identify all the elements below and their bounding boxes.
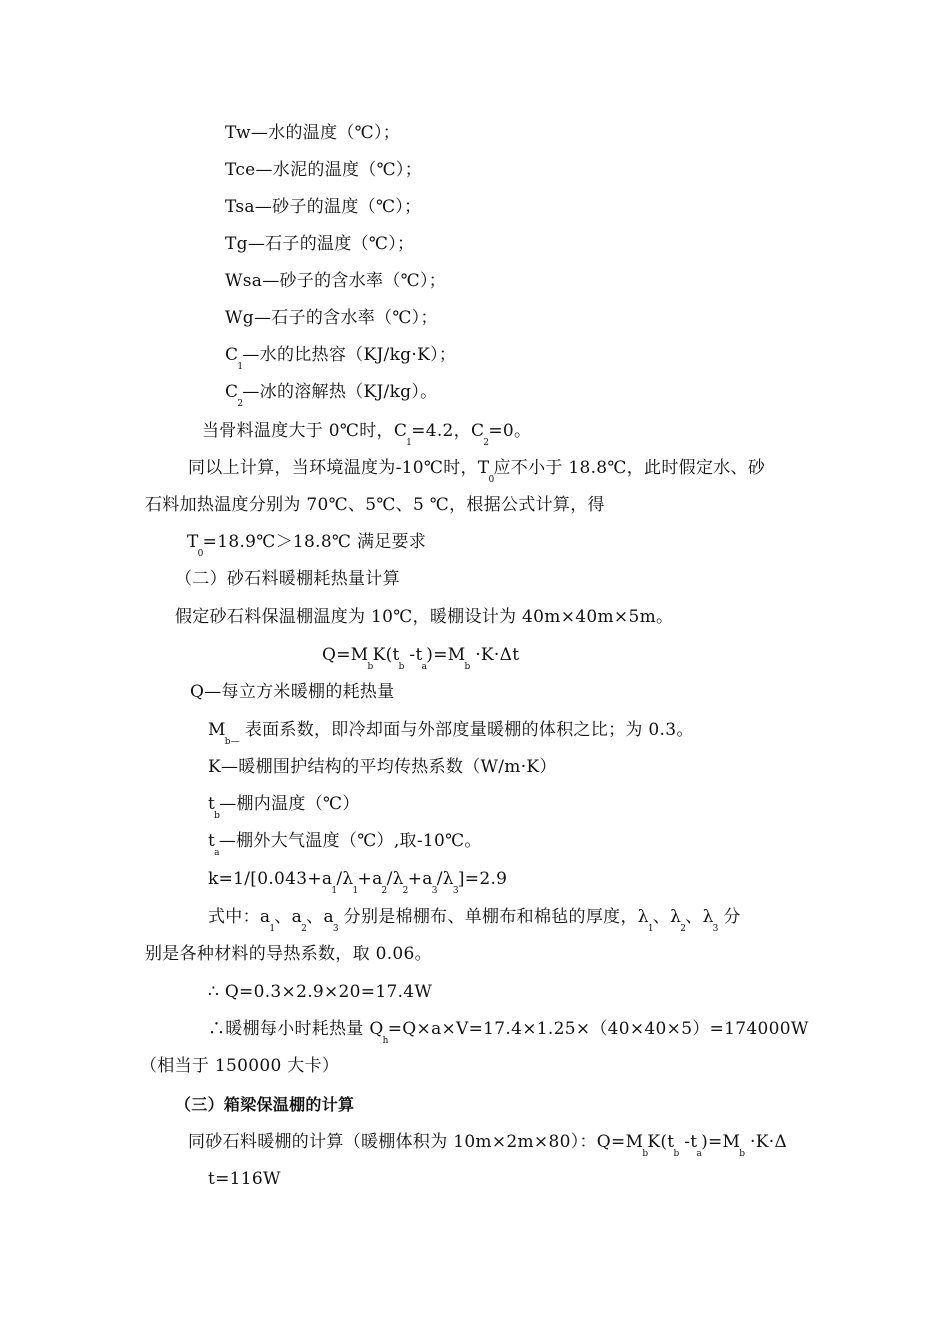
def-tg: Tg—石子的温度（℃）； bbox=[225, 234, 415, 254]
def-wg: Wg—石子的含水率（℃）； bbox=[225, 308, 438, 328]
def-tw: Tw—水的温度（℃）； bbox=[225, 123, 401, 143]
def-tsa: Tsa—砂子的温度（℃）； bbox=[225, 197, 422, 217]
def-wsa: Wsa—砂子的含水率（℃）； bbox=[225, 271, 447, 291]
formula-q: $Q=M_bK(t_b$ $-t_a)=M_b \cdot K\cdot\Delta t$ bbox=[322, 645, 520, 672]
mb-definition: $M_{b—}$ 表面系数，即冷却面与外部度量暖棚的体积之比；为 0.3。 bbox=[208, 720, 694, 747]
calc-paragraph-line1: 同以上计算，当环境温度为-10℃时，$T_0$应不小于 18.8℃，此时假定水、砂 bbox=[188, 458, 766, 485]
t0-result: $T_0=18.9℃>18.8℃$ 满足要求 bbox=[187, 532, 427, 559]
section2-heading: （二）砂石料暖棚耗热量计算 bbox=[175, 569, 400, 589]
k-definition: K—暖棚围护结构的平均传热系数（W/m·K） bbox=[208, 757, 557, 777]
q-definition: Q—每立方米暖棚的耗热量 bbox=[190, 682, 395, 702]
q-result: ∴ Q=0.3×2.9×20=17.4W bbox=[208, 982, 433, 1002]
section2-assumption: 假定砂石料保温棚温度为 10℃，暖棚设计为 40m×40m×5m。 bbox=[175, 607, 674, 627]
def-c1: $C_1—$水的比热容（KJ/kg·K）； bbox=[225, 345, 457, 372]
section3-line1: 同砂石料暖棚的计算（暖棚体积为 10m×2m×80）：$Q=M_bK(t_b$ $-t_a)=M_b \cdot K\cdot\Delta$ bbox=[188, 1132, 788, 1159]
section3-line2: t=116W bbox=[208, 1169, 281, 1189]
where-line2: 别是各种材料的导热系数，取 0.06。 bbox=[145, 944, 432, 964]
where-line1: 式中：$a_1$、$a_2$、$a_3$ 分别是棉棚布、单棚布和棉毡的厚度，$\lambda_1$、$\lambda_2$、$\lambda_3$ 分 bbox=[208, 907, 741, 934]
aggregate-condition: 当骨料温度大于 0℃时，$C_1=4.2$，$C_2=0$。 bbox=[202, 421, 532, 448]
def-tce: Tce—水泥的温度（℃）； bbox=[225, 160, 423, 180]
section3-heading: （三）箱梁保温棚的计算 bbox=[175, 1095, 355, 1114]
def-c2: $C_2—$冰的溶解热（KJ/kg）。 bbox=[225, 382, 438, 409]
qh-line: ∴暖棚每小时耗热量 $Q_h=Q\times a\times V=17.4\times 1.25\times(40\times 40\times 5)=174000W$ bbox=[208, 1019, 809, 1046]
k-formula: $k=1/[0.043+a_1/\lambda_1+a_2/\lambda_2+a_3/\lambda_3]=2.9$ bbox=[208, 869, 508, 896]
calc-paragraph-line2: 石料加热温度分别为 70℃、5℃、5 ℃，根据公式计算，得 bbox=[145, 495, 605, 515]
tb-definition: $t_b—$棚内温度（℃） bbox=[208, 794, 360, 821]
ta-definition: $t_a—$棚外大气温度（℃）,取-10℃。 bbox=[208, 831, 482, 858]
qh-equivalent: （相当于 150000 大卡） bbox=[140, 1056, 340, 1076]
